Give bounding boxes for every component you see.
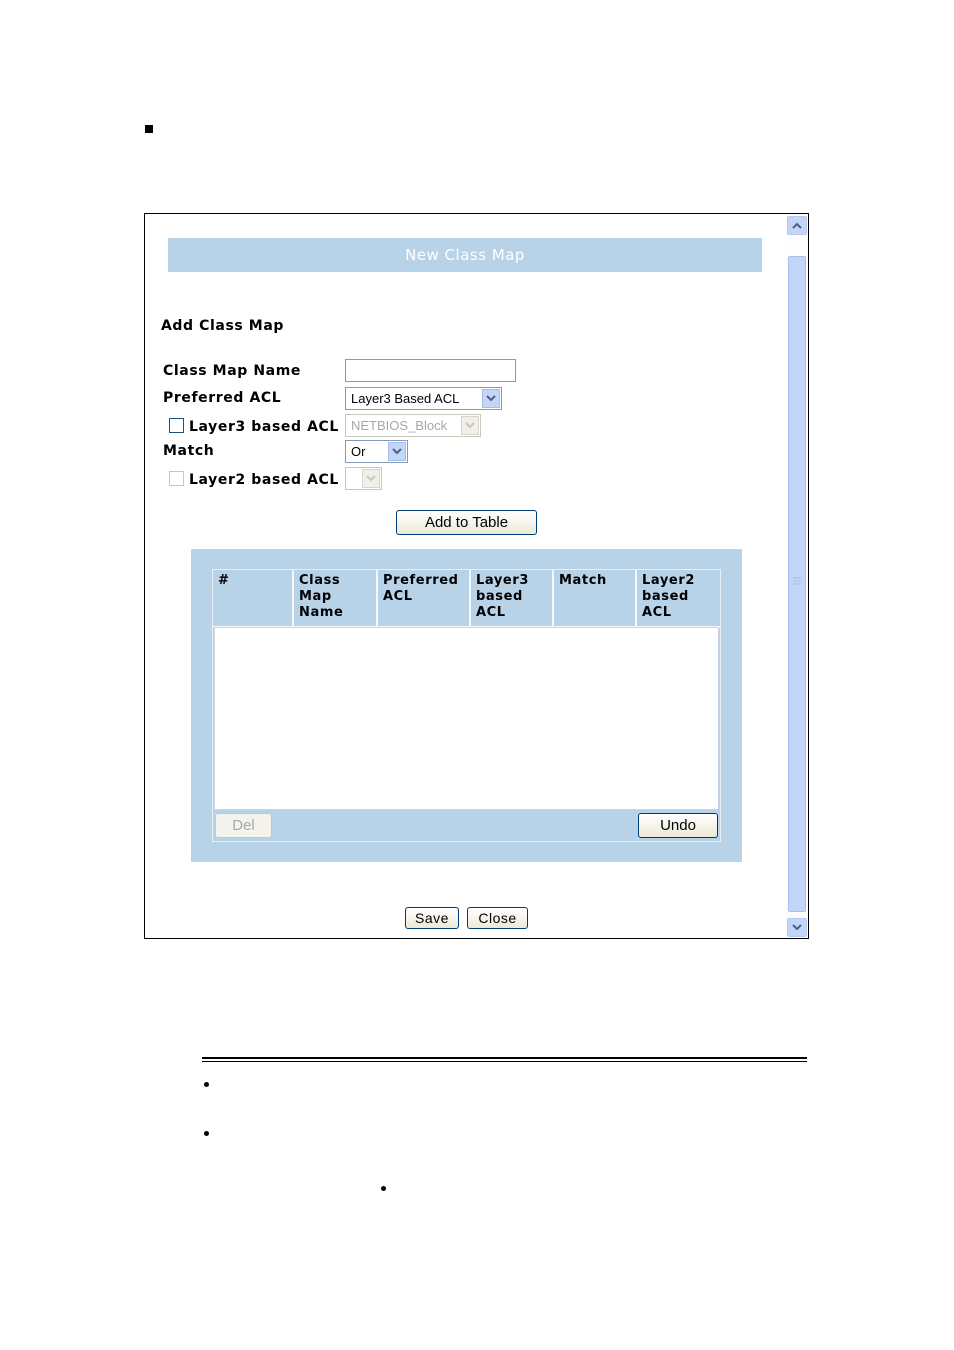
- class-map-window: [144, 213, 809, 939]
- column-header-class-map-name: Class Map Name: [294, 570, 378, 626]
- class-map-name-label: Class Map Name: [163, 363, 301, 379]
- layer2-acl-label: Layer2 based ACL: [189, 472, 339, 488]
- table-body: [214, 627, 719, 810]
- preferred-acl-label: Preferred ACL: [163, 390, 282, 406]
- window-banner: [168, 238, 762, 272]
- match-label: Match: [163, 443, 215, 459]
- chevron-down-icon: [388, 442, 406, 461]
- class-map-name-input[interactable]: [345, 359, 516, 382]
- column-header-match: Match: [554, 570, 637, 626]
- list-bullet: [204, 1082, 209, 1087]
- layer3-acl-select[interactable]: [345, 414, 481, 437]
- scrollbar-thumb[interactable]: [788, 256, 806, 912]
- layer3-acl-label: Layer3 based ACL: [189, 419, 339, 435]
- banner-title: New Class Map: [405, 246, 525, 264]
- table-header: [213, 570, 720, 628]
- column-header-layer3-acl: Layer3 based ACL: [471, 570, 554, 626]
- column-header-preferred-acl: Preferred ACL: [378, 570, 471, 626]
- del-button[interactable]: Del: [215, 813, 272, 838]
- layer3-acl-value: NETBIOS_Block: [351, 418, 448, 433]
- class-map-table: [212, 569, 721, 842]
- divider-rule-thin: [202, 1061, 807, 1062]
- layer2-acl-checkbox[interactable]: [169, 471, 184, 486]
- list-bullet: [204, 1131, 209, 1136]
- list-bullet-nested: [381, 1186, 386, 1191]
- class-map-table-frame: [191, 549, 742, 862]
- undo-button[interactable]: Undo: [638, 813, 718, 838]
- add-to-table-button[interactable]: Add to Table: [396, 510, 537, 535]
- scroll-down-button[interactable]: [787, 918, 807, 937]
- scroll-up-button[interactable]: [787, 216, 807, 235]
- chevron-down-icon: [362, 469, 380, 488]
- save-button[interactable]: Save: [405, 907, 459, 929]
- layer2-acl-select[interactable]: [345, 467, 382, 490]
- preferred-acl-value: Layer3 Based ACL: [351, 391, 460, 406]
- match-value: Or: [351, 444, 366, 459]
- close-button[interactable]: Close: [467, 907, 528, 929]
- chevron-down-icon: [461, 416, 479, 435]
- grip-icon: [793, 577, 801, 585]
- chevron-up-icon: [792, 222, 802, 229]
- column-header-layer2-acl: Layer2 based ACL: [642, 573, 696, 620]
- chevron-down-icon: [482, 389, 500, 408]
- match-select[interactable]: [345, 440, 408, 463]
- section-title: Add Class Map: [161, 318, 285, 334]
- divider-rule: [202, 1057, 807, 1059]
- preferred-acl-select[interactable]: [345, 387, 502, 410]
- vertical-scrollbar[interactable]: [786, 214, 808, 938]
- column-header-number: #: [213, 570, 294, 626]
- layer3-acl-checkbox[interactable]: [169, 418, 184, 433]
- square-bullet: [145, 125, 153, 133]
- chevron-down-icon: [792, 924, 802, 931]
